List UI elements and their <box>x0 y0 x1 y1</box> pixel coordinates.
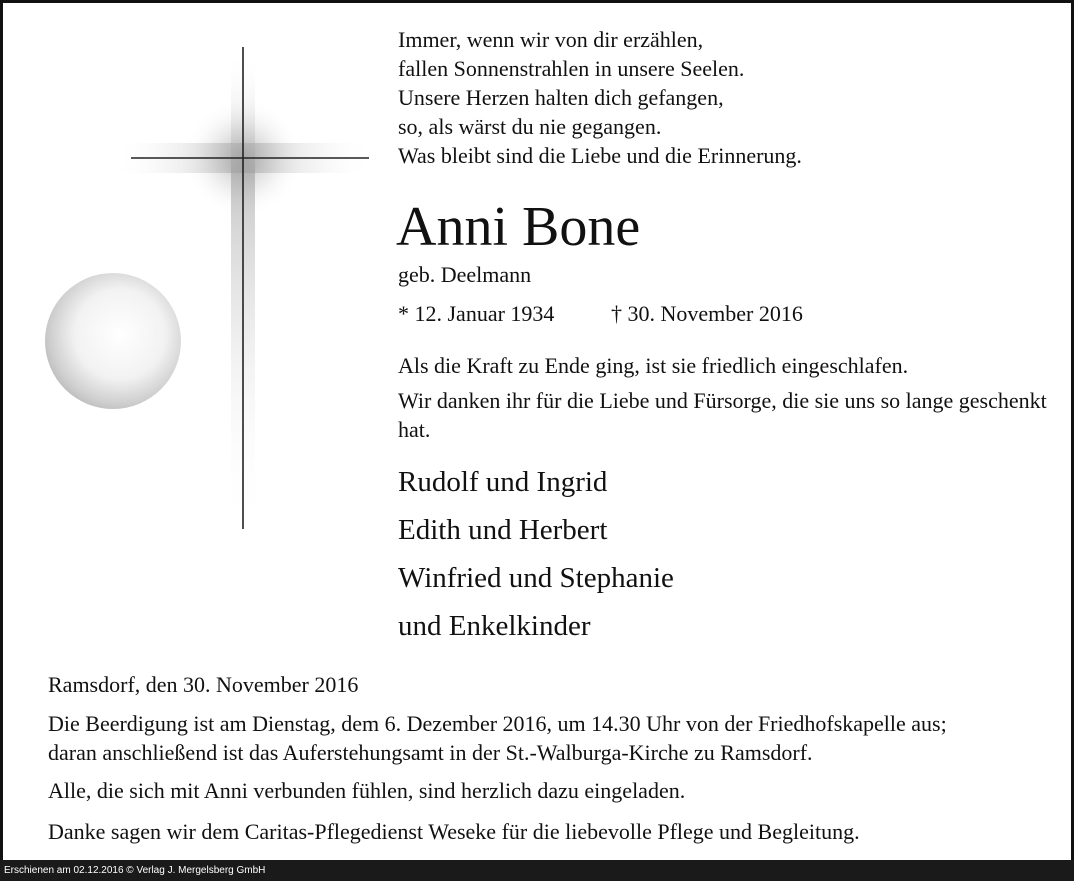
poem-line: Was bleibt sind die Liebe und die Erinnerung. <box>398 143 802 168</box>
family-member: Edith und Herbert <box>398 514 608 546</box>
cross-and-sun-illustration <box>33 33 373 543</box>
family-member: Winfried und Stephanie <box>398 562 674 594</box>
memorial-message <box>398 351 1058 450</box>
funeral-line: daran anschließend ist das Auferstehungsamt in der St.-Walburga-Kirche zu Ramsdorf. <box>48 740 813 765</box>
poem-line: Unsere Herzen halten dich gefangen, <box>398 85 724 110</box>
poem-line: so, als wärst du nie gegangen. <box>398 114 662 139</box>
message-line: Wir danken ihr für die Liebe und Fürsorge, die sie uns so lange geschenkt hat. <box>398 388 1047 442</box>
thanks-text: Danke sagen wir dem Caritas-Pflegedienst Weseke für die liebevolle Pflege und Begleitung. <box>48 819 860 844</box>
maiden-name: geb. Deelmann <box>398 262 532 287</box>
place-and-date: Ramsdorf, den 30. November 2016 <box>48 672 359 697</box>
invitation-text: Alle, die sich mit Anni verbunden fühlen, sind herzlich dazu eingeladen. <box>48 778 686 803</box>
poem <box>398 25 1058 170</box>
deceased-name: Anni Bone <box>396 196 641 258</box>
publication-footer: Erschienen am 02.12.2016 © Verlag J. Mergelsberg GmbH <box>0 860 1074 881</box>
funeral-line: Die Beerdigung ist am Dienstag, dem 6. Dezember 2016, um 14.30 Uhr von der Friedhofskapelle aus; <box>48 711 947 736</box>
message-line: Als die Kraft zu Ende ging, ist sie friedlich eingeschlafen. <box>398 353 909 378</box>
family-member: und Enkelkinder <box>398 610 591 642</box>
birth-date: * 12. Januar 1934 <box>398 301 555 326</box>
funeral-info <box>48 709 1048 767</box>
death-date: † 30. November 2016 <box>611 301 803 326</box>
family-list <box>398 458 674 650</box>
poem-line: Immer, wenn wir von dir erzählen, <box>398 27 704 52</box>
sun-orb-icon <box>45 273 181 409</box>
cross-icon <box>33 33 373 543</box>
poem-line: fallen Sonnenstrahlen in unsere Seelen. <box>398 56 745 81</box>
life-dates <box>398 299 803 329</box>
family-member: Rudolf und Ingrid <box>398 466 608 498</box>
